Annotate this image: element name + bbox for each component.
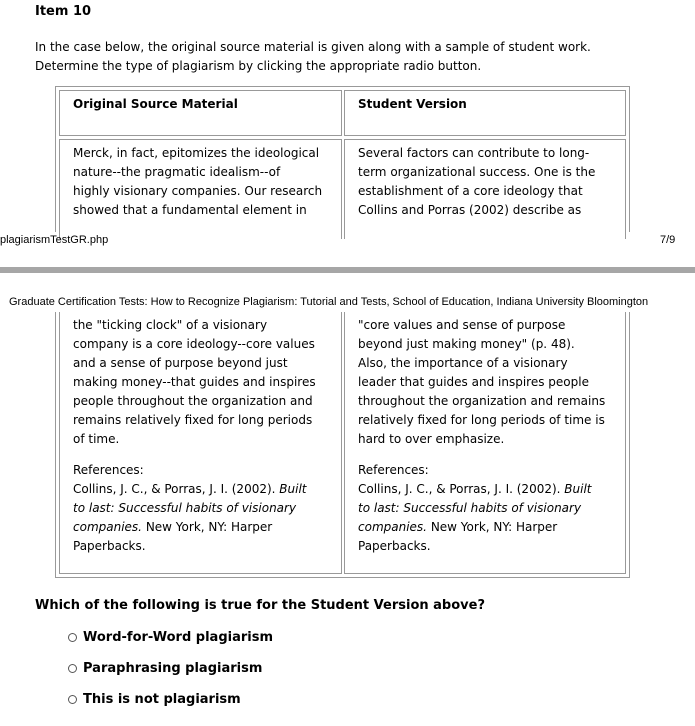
text-line: Also, the importance of a visionary xyxy=(358,356,568,370)
reference-publisher: New York, NY: Harper xyxy=(427,520,558,534)
col-header-student: Student Version xyxy=(358,97,467,111)
text-line: of time. xyxy=(73,432,120,446)
comparison-table-bottom xyxy=(55,312,630,578)
instructions-line: In the case below, the original source material is given along with a sample of student work. xyxy=(35,40,591,54)
reference-line xyxy=(73,499,316,518)
comparison-table-top xyxy=(55,86,630,232)
option-label: Paraphrasing plagiarism xyxy=(83,661,263,676)
references-label: References: xyxy=(358,463,429,477)
reference-title: Built xyxy=(279,482,307,496)
reference-line xyxy=(358,499,605,518)
reference-line xyxy=(73,480,316,499)
text-line: remains relatively fixed for long periods xyxy=(73,413,313,427)
reference-line xyxy=(358,480,605,499)
print-footer-page: 7/9 xyxy=(660,234,676,246)
page-break-divider xyxy=(0,267,695,273)
print-footer-filename: plagiarismTestGR.php xyxy=(0,234,109,246)
reference-publisher: New York, NY: Harper xyxy=(142,520,273,534)
option-word-for-word[interactable] xyxy=(68,630,273,645)
original-text-bottom xyxy=(73,316,316,556)
text-line: showed that a fundamental element in xyxy=(73,203,307,217)
col-header-original: Original Source Material xyxy=(73,97,238,111)
reference-line: Paperbacks. xyxy=(358,539,431,553)
option-not-plagiarism[interactable] xyxy=(68,692,241,707)
radio-button[interactable] xyxy=(68,664,77,673)
text-line: company is a core ideology--core values xyxy=(73,337,315,351)
print-header: Graduate Certification Tests: How to Recognize Plagiarism: Tutorial and Tests, School of Education, Indiana University Bloomington xyxy=(9,296,649,308)
text-line: throughout the organization and remains xyxy=(358,394,606,408)
student-text-top xyxy=(358,144,595,220)
reference-title: to last: Successful habits of visionary xyxy=(73,501,297,515)
original-text-top xyxy=(73,144,322,220)
radio-button[interactable] xyxy=(68,633,77,642)
option-paraphrasing[interactable] xyxy=(68,661,262,676)
text-line: people throughout the organization and xyxy=(73,394,313,408)
text-line: the "ticking clock" of a visionary xyxy=(73,318,268,332)
reference-authors: Collins, J. C., & Porras, J. I. (2002). xyxy=(358,482,565,496)
reference-line xyxy=(358,518,605,537)
student-text-bottom xyxy=(358,316,605,556)
text-line: highly visionary companies. Our research xyxy=(73,184,323,198)
text-line: term organizational success. One is the xyxy=(358,165,596,179)
option-label: This is not plagiarism xyxy=(83,692,241,707)
radio-button[interactable] xyxy=(68,695,77,704)
reference-authors: Collins, J. C., & Porras, J. I. (2002). xyxy=(73,482,280,496)
instructions xyxy=(35,38,675,76)
instructions-line: Determine the type of plagiarism by clicking the appropriate radio button. xyxy=(35,59,482,73)
text-line: hard to over emphasize. xyxy=(358,432,505,446)
reference-line xyxy=(73,518,316,537)
text-line: beyond just making money" (p. 48). xyxy=(358,337,575,351)
text-line: Collins and Porras (2002) describe as xyxy=(358,203,582,217)
question-text: Which of the following is true for the Student Version above? xyxy=(35,598,485,613)
text-line: establishment of a core ideology that xyxy=(358,184,583,198)
reference-title: companies. xyxy=(73,520,142,534)
reference-title: to last: Successful habits of visionary xyxy=(358,501,582,515)
text-line: relatively fixed for long periods of time is xyxy=(358,413,605,427)
text-line: Several factors can contribute to long- xyxy=(358,146,590,160)
text-line: leader that guides and inspires people xyxy=(358,375,589,389)
option-label: Word-for-Word plagiarism xyxy=(83,630,273,645)
reference-line: Paperbacks. xyxy=(73,539,146,553)
reference-title: Built xyxy=(564,482,592,496)
text-line: Merck, in fact, epitomizes the ideological xyxy=(73,146,320,160)
text-line: and a sense of purpose beyond just xyxy=(73,356,288,370)
text-line: "core values and sense of purpose xyxy=(358,318,566,332)
text-line: nature--the pragmatic idealism--of xyxy=(73,165,281,179)
item-title: Item 10 xyxy=(35,4,92,19)
references-label: References: xyxy=(73,463,144,477)
reference-title: companies. xyxy=(358,520,427,534)
text-line: making money--that guides and inspires xyxy=(73,375,316,389)
